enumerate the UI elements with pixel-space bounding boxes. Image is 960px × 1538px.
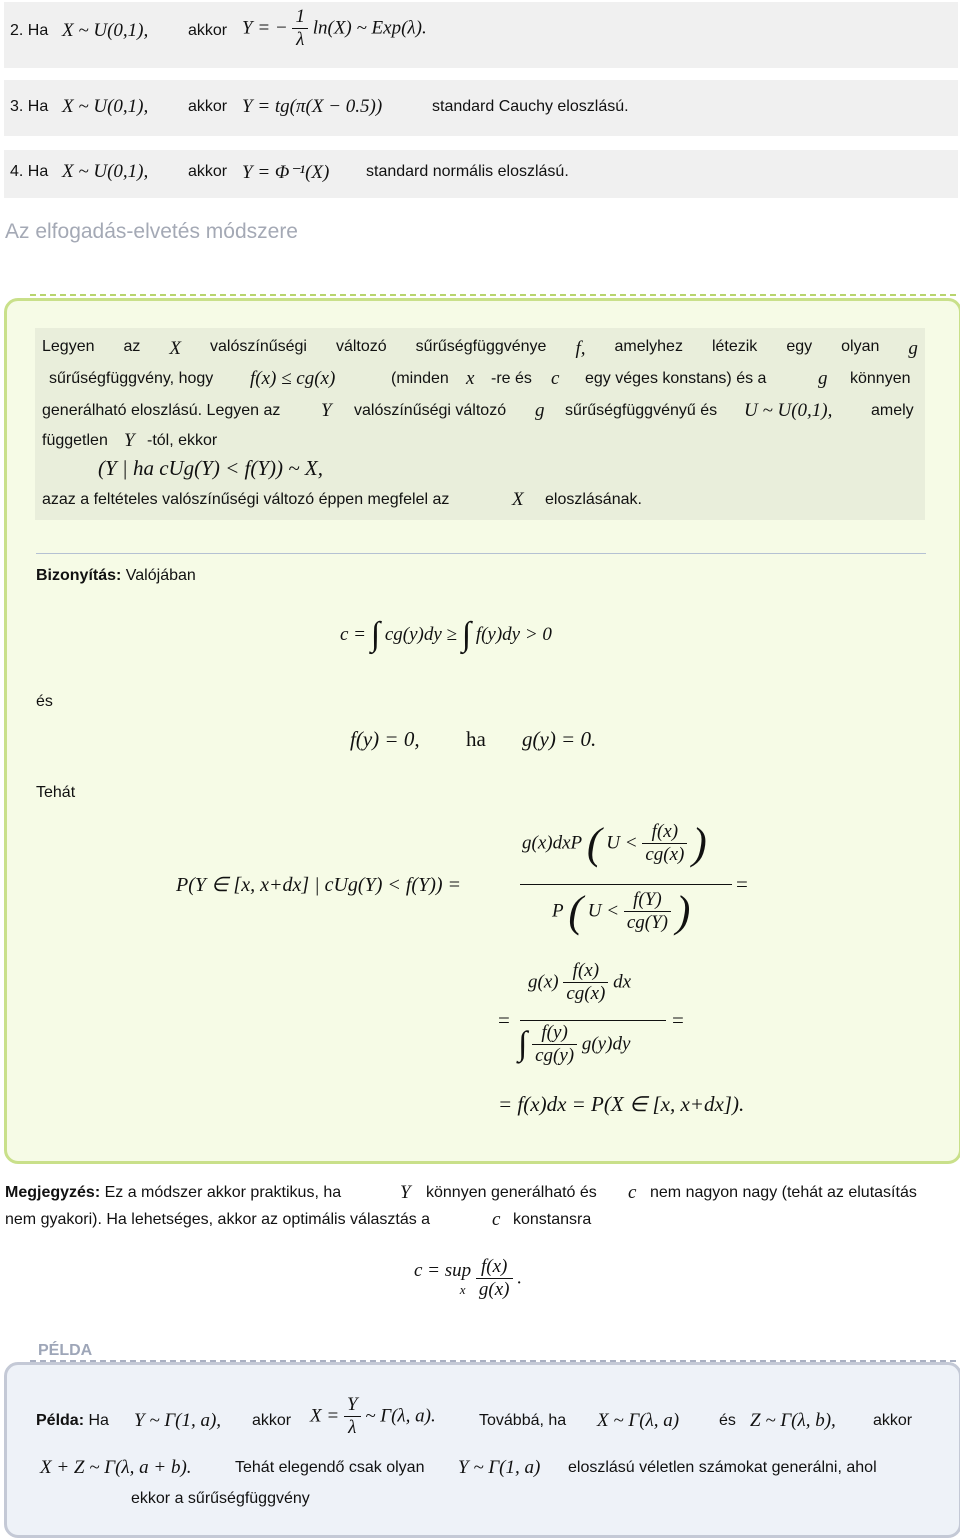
math-g: g: [818, 368, 828, 389]
math-g: g: [535, 400, 545, 421]
f3-lhs: P(Y ∈ [x, x+dx] | cUg(Y) < f(Y)) =: [176, 874, 462, 896]
math-g: g: [908, 338, 918, 359]
proof-formula-2a: f(y) = 0,: [350, 727, 420, 751]
frame-top-dash: [30, 294, 956, 296]
m2-rhs: ~ Γ(λ, a).: [365, 1405, 436, 1427]
word: sűrűségfüggvénye: [415, 338, 547, 355]
word: Legyen: [42, 338, 95, 355]
example-frame: [4, 1362, 960, 1538]
theorem-text: -re és: [491, 370, 532, 387]
theorem-text: valószínűségi változó: [354, 402, 507, 419]
paren-icon: ): [675, 887, 691, 936]
frac-num: f(Y): [624, 889, 671, 912]
f4-d-frac: [532, 1022, 577, 1067]
example-text: eloszlású véletlen számokat generálni, ahol: [568, 1459, 877, 1476]
item-description: standard normális eloszlású.: [366, 163, 569, 180]
item-description: standard Cauchy eloszlású.: [432, 98, 629, 115]
frac-num: Y: [344, 1394, 361, 1417]
proof-formula-2-ha: ha: [466, 727, 486, 751]
theorem-text: sűrűségfüggvényű és: [565, 402, 718, 419]
example-math: Y ~ Γ(1, a): [458, 1457, 541, 1478]
math-y: Y: [321, 400, 332, 421]
f4-n-frac: [563, 960, 608, 1005]
paren-icon: (: [568, 887, 584, 936]
theorem-text: generálható eloszlású. Legyen az: [42, 402, 281, 419]
frac-num: f(x): [642, 821, 687, 844]
example-math-x: [310, 1394, 436, 1439]
item-row-3: [4, 80, 958, 136]
frac-num: f(x): [563, 960, 608, 983]
word: valószínűségi: [210, 338, 307, 355]
akkor-label: akkor: [188, 163, 228, 180]
example-math: X ~ Γ(λ, a): [597, 1410, 680, 1431]
theorem-text: független: [42, 432, 108, 449]
f4-n1: g(x): [528, 971, 559, 993]
example-math: Y ~ Γ(1, a),: [134, 1410, 222, 1431]
akkor-label: akkor: [188, 98, 228, 115]
frac-num: f(x): [476, 1256, 513, 1279]
f3-d2: U <: [587, 900, 620, 922]
f4-d4: g(y)dy: [581, 1033, 631, 1055]
proof-text: Valójában: [125, 567, 196, 584]
item-number: 3. Ha: [10, 98, 49, 115]
note-text: konstansra: [513, 1211, 592, 1228]
equals-sign: =: [498, 1008, 510, 1032]
theorem-inequality: f(x) ≤ cg(x): [250, 368, 336, 389]
frac-den: cg(x): [645, 844, 685, 865]
proof-heading: [36, 567, 196, 585]
akkor-label: akkor: [188, 22, 228, 39]
math-c: c: [628, 1182, 637, 1203]
math-x: x: [466, 368, 475, 389]
math-c: c: [492, 1209, 501, 1230]
f1-mid: cg(y)dy ≥: [384, 624, 457, 645]
equals-sign: =: [672, 1008, 684, 1032]
paren-icon: ): [692, 819, 707, 868]
example-text: akkor: [873, 1412, 913, 1429]
formula-y-frac: [292, 6, 308, 51]
integral-icon: ∫: [370, 616, 381, 653]
item-row-2: [4, 2, 958, 68]
formula-x: X ~ U(0,1),: [62, 161, 149, 182]
frac-den: λ: [296, 29, 305, 50]
paren-icon: (: [586, 819, 602, 868]
theorem-text: -tól, ekkor: [147, 432, 218, 449]
word: amelyhez: [614, 338, 683, 355]
frac-den: λ: [348, 1417, 357, 1438]
example-tab: PÉLDA: [38, 1342, 93, 1359]
example-text: akkor: [252, 1412, 292, 1429]
item-row-4: [4, 150, 958, 198]
f1-rhs: f(y)dy > 0: [475, 624, 552, 645]
frac-den: cg(Y): [626, 912, 668, 933]
formula-x: X ~ U(0,1),: [62, 96, 149, 117]
proof-formula-1: [340, 616, 552, 654]
divider: [36, 553, 926, 554]
f3-n2: U <: [606, 832, 638, 854]
example-line-1: [36, 1412, 109, 1430]
f4-denominator: [518, 1022, 630, 1067]
f1-lhs: c =: [340, 624, 367, 645]
note-frac: [476, 1256, 513, 1301]
item-number: 4. Ha: [10, 163, 49, 180]
theorem-text: azaz a feltételes valószínűségi változó éppen megfelel az: [42, 491, 450, 508]
formula-y: Y = tg(π(X − 0.5)): [242, 96, 383, 117]
f4-n4: dx: [613, 971, 632, 993]
proof-label: Bizonyítás:: [36, 567, 122, 584]
note-line-1: [5, 1184, 341, 1202]
example-text: és: [719, 1412, 736, 1429]
m2-frac: [344, 1394, 361, 1439]
word: egy: [786, 338, 813, 355]
theorem-text: könnyen: [850, 370, 911, 387]
proof-text: és: [36, 693, 53, 710]
math-y: Y: [124, 430, 135, 451]
example-text: Ha: [88, 1412, 109, 1429]
frac-den: cg(y): [535, 1045, 575, 1066]
theorem-text: eloszlásának.: [545, 491, 642, 508]
example-label: Példa:: [36, 1412, 85, 1429]
frac-den: g(x): [478, 1279, 510, 1300]
word: változó: [335, 338, 387, 355]
frac-den: cg(x): [566, 983, 606, 1004]
f4-fraction-line: [520, 1020, 666, 1021]
sup-sub: x: [459, 1281, 466, 1297]
f3-n-frac: [642, 821, 687, 866]
proof-formula-2b: g(y) = 0.: [522, 727, 597, 751]
math-u: U ~ U(0,1),: [744, 400, 833, 421]
formula-y-tail: ln(X) ~ Exp(λ).: [312, 17, 427, 39]
math-x: X: [169, 338, 182, 359]
example-text: Tehát elegendő csak olyan: [235, 1459, 425, 1476]
theorem-text: sűrűségfüggvény, hogy: [49, 370, 214, 387]
equals-sign: =: [736, 872, 748, 896]
math-c: c: [551, 368, 560, 389]
formula-y: Y = Φ⁻¹(X): [242, 162, 330, 183]
math-y: Y: [400, 1182, 411, 1203]
note-text: nem nagyon nagy (tehát az elutasítás: [650, 1184, 917, 1201]
sup-group: [414, 1260, 471, 1298]
word: az: [123, 338, 141, 355]
sup-text: c = sup: [414, 1259, 472, 1281]
note-formula: [414, 1256, 522, 1301]
theorem-line-1: [42, 338, 918, 360]
word: olyan: [841, 338, 880, 355]
proof-text: Tehát: [36, 784, 76, 801]
theorem-text: (minden: [391, 370, 449, 387]
math-f: f,: [575, 338, 586, 359]
item-number: 2. Ha: [10, 22, 49, 39]
note-text: könnyen generálható és: [426, 1184, 597, 1201]
frac-num: 1: [292, 6, 308, 29]
formula-y-lhs: Y = −: [242, 17, 288, 39]
theorem-formula: (Y | ha cUg(Y) < f(Y)) ~ X,: [98, 456, 323, 480]
f3-n1: g(x)dxP: [522, 832, 583, 854]
note-text: Ez a módszer akkor praktikus, ha: [104, 1184, 342, 1201]
integral-icon: ∫: [518, 1025, 528, 1063]
f3-denominator: [552, 886, 690, 937]
example-text: ekkor a sűrűségfüggvény: [131, 1490, 310, 1507]
note-text: nem gyakori). Ha lehetséges, akkor az optimális választás a: [5, 1211, 431, 1228]
f3-d1: P: [552, 900, 564, 922]
example-text: Továbbá, ha: [479, 1412, 567, 1429]
frac-num: f(y): [532, 1022, 577, 1045]
f4-numerator: [528, 960, 631, 1005]
example-math: Z ~ Γ(λ, b),: [750, 1410, 836, 1431]
f3-numerator: [522, 818, 707, 869]
math-x: X: [512, 489, 524, 510]
theorem-text: amely: [871, 402, 914, 419]
f3-d-frac: [624, 889, 671, 934]
section-title: Az elfogadás-elvetés módszere: [5, 220, 298, 243]
word: létezik: [711, 338, 758, 355]
integral-icon: ∫: [461, 616, 472, 653]
formula-x: X ~ U(0,1),: [62, 20, 149, 41]
note-label: Megjegyzés:: [5, 1184, 101, 1201]
m2-lhs: X =: [310, 1405, 340, 1427]
theorem-text: egy véges konstans) és a: [585, 370, 767, 387]
f3-fraction-line: [520, 884, 732, 885]
example-math: X + Z ~ Γ(λ, a + b).: [40, 1457, 192, 1478]
period: .: [517, 1267, 522, 1289]
formula-y: [242, 6, 427, 51]
proof-formula-5: = f(x)dx = P(X ∈ [x, x+dx]).: [498, 1092, 745, 1116]
